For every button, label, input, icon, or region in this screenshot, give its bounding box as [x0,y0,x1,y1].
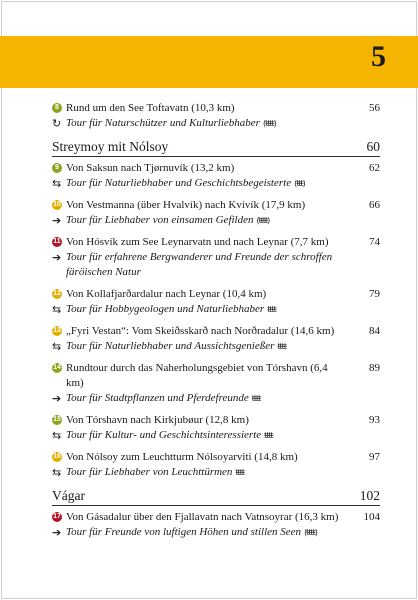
tour-number-badge: 11 [53,238,61,245]
toc-entry[interactable] [52,287,380,317]
one-way-icon: ➔ [52,214,62,227]
toc-entry[interactable] [52,235,380,280]
tour-number-badge: 16 [53,453,61,460]
entry-line [52,235,380,250]
one-way-icon: ➔ [52,251,62,264]
tour-number-badge: 10 [53,201,61,208]
tour-title: Von Hósvík zum See Leynarvatn und nach Leynar (7,7 km) [66,236,329,248]
difficulty-icons: ŧŧŧŧ [264,431,273,440]
entry-subtitle [52,465,380,480]
entry-subtitle [52,339,380,354]
entry-line [52,361,380,391]
tour-number-badge: 12 [53,290,61,297]
toc-entry[interactable] [52,361,380,406]
tour-page: 104 [363,511,380,523]
tour-description: Tour für Stadtpflanzen und Pferdefreunde [66,392,249,404]
entry-line [52,413,380,428]
tour-number-badge: 15 [53,416,61,423]
section-title: Streymoy mit Nólsoy [52,139,169,154]
difficulty-icons: (ŧŧŧŧ) [262,119,276,128]
tour-title: Von Kollafjarðardalur nach Leynar (10,4 km) [66,288,267,300]
tour-title: Rundtour durch das Naherholungsgebiet von Tórshavn (6,4 km) [66,362,328,389]
tour-title: Von Nólsoy zum Leuchtturm Nólsoyarviti (14,8 km) [66,451,298,463]
entry-group [52,101,380,131]
section-heading[interactable] [52,488,380,506]
entry-line [52,287,380,302]
tour-description: Tour für Kultur- und Geschichtsinteressierte [66,429,262,441]
entry-line [52,198,380,213]
entry-subtitle [52,250,380,280]
tour-title: Von Gásadalur über den Fjallavatn nach Vatnsoyrar (16,3 km) [66,511,339,523]
entry-subtitle [52,428,380,443]
tour-description: Tour für Naturliebhaber und Geschichtsbegeisterte [66,177,292,189]
tour-page: 84 [369,325,380,337]
table-of-contents [52,101,380,547]
entry-subtitle [52,302,380,317]
tour-number-badge: 17 [53,513,61,520]
two-way-icon: ⇆ [52,466,62,479]
tour-description: Tour für Liebhaber von Leuchttürmen [66,466,233,478]
tour-page: 93 [369,414,380,426]
toc-entry[interactable] [52,413,380,443]
two-way-icon: ⇆ [52,429,62,442]
entry-line [52,101,380,116]
entry-subtitle [52,525,380,540]
tour-description: Tour für erfahrene Bergwanderer und Freunde der schroffen färöischen Natur [66,251,333,278]
section-title: Vágar [52,488,85,503]
tour-description: Tour für Freunde von luftigen Höhen und stillen Seen [66,526,302,538]
toc-entry[interactable] [52,510,380,540]
entry-line [52,510,380,525]
tour-page: 66 [369,199,380,211]
tour-description: Tour für Liebhaber von einsamen Gefilden [66,214,254,226]
tour-description: Tour für Naturliebhaber und Aussichtsgenießer [66,340,275,352]
tour-number-badge: 9 [52,163,62,173]
tour-title: Von Saksun nach Tjørnuvík (13,2 km) [66,162,235,174]
tour-number-badge: 8 [52,103,62,113]
entry-subtitle [52,391,380,406]
tour-title: Rund um den See Toftavatn (10,3 km) [66,102,235,114]
loop-icon: ↻ [52,117,62,130]
page-number: 5 [371,40,386,73]
tour-title: „Fyri Vestan“: Vom Skeiðsskarð nach Norðradalur (14,6 km) [66,325,335,337]
section-page: 60 [366,139,380,154]
difficulty-icons: (ŧŧŧ) [294,179,305,188]
toc-entry[interactable] [52,324,380,354]
entry-subtitle [52,116,380,131]
difficulty-icons: (ŧŧŧŧ) [304,528,317,537]
section-heading[interactable] [52,139,380,157]
entry-line [52,324,380,339]
entry-subtitle [52,176,380,191]
entry-subtitle [52,213,380,228]
tour-number-badge: 14 [53,364,61,371]
two-way-icon: ⇆ [52,303,62,316]
header-band [0,36,418,88]
tour-page: 56 [369,102,380,114]
entry-group [52,161,380,480]
tour-page: 62 [369,162,380,174]
difficulty-icons: ŧŧŧŧ [251,394,261,403]
tour-title: Von Tórshavn nach Kirkjubøur (12,8 km) [66,414,249,426]
difficulty-icons: ŧŧŧŧ [277,342,286,351]
toc-entry[interactable] [52,450,380,480]
entry-line [52,161,380,176]
tour-page: 74 [369,236,380,248]
two-way-icon: ⇆ [52,177,62,190]
toc-entry[interactable] [52,198,380,228]
section-page: 102 [359,488,380,503]
tour-description: Tour für Naturschützer und Kulturliebhaber [66,117,260,129]
entry-line [52,450,380,465]
toc-entry[interactable] [52,161,380,191]
tour-page: 89 [369,362,380,374]
tour-page: 97 [369,451,380,463]
entry-group [52,510,380,540]
tour-description: Tour für Hobbygeologen und Naturliebhaber [66,303,265,315]
difficulty-icons: (ŧŧŧŧ) [256,216,270,225]
difficulty-icons: ŧŧŧŧ [267,305,276,314]
tour-page: 79 [369,288,380,300]
tour-number-badge: 13 [53,327,61,334]
one-way-icon: ➔ [52,526,62,539]
tour-title: Von Vestmanna (über Hvalvík) nach Kvívík (17,9 km) [66,199,306,211]
one-way-icon: ➔ [52,392,62,405]
toc-entry[interactable] [52,101,380,131]
difficulty-icons: ŧŧŧŧ [235,468,244,477]
two-way-icon: ⇆ [52,340,62,353]
